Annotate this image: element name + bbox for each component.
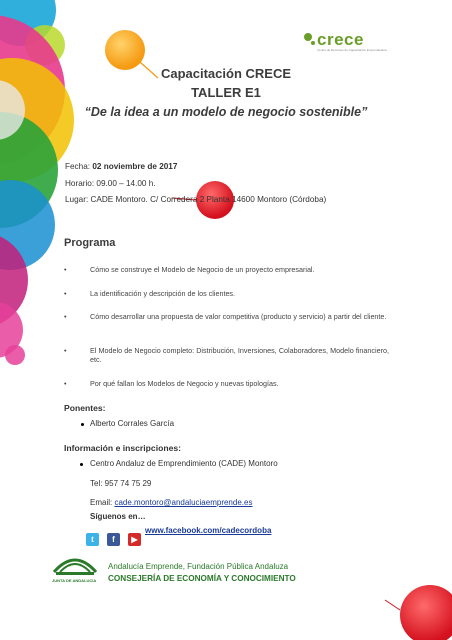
page-title: Capacitación CRECE <box>160 66 292 81</box>
youtube-icon[interactable]: ▶ <box>128 533 141 546</box>
email-label: Email: <box>90 498 113 507</box>
date-label: Fecha: <box>65 162 91 171</box>
crece-logo-subtext: Centro de Recursos de Capacitación Emprendedora <box>317 48 387 52</box>
event-place <box>65 195 326 204</box>
crece-logo <box>303 30 393 54</box>
twitter-icon[interactable]: t <box>86 533 99 546</box>
place-label: Lugar: <box>65 195 89 204</box>
junta-logo-text: JUNTA DE ANDALUCIA <box>52 578 97 583</box>
date-value: 02 noviembre de 2017 <box>92 162 178 171</box>
workshop-tagline: “De la idea a un modelo de negocio sostenible” <box>84 105 368 119</box>
contact-phone: Tel: 957 74 75 29 <box>90 479 152 488</box>
program-heading: Programa <box>64 237 116 249</box>
time-label: Horario: <box>65 179 95 188</box>
footer-ministry: CONSEJERÍA DE ECONOMÍA Y CONOCIMIENTO <box>108 574 296 583</box>
event-date <box>65 162 177 171</box>
contact-email-row <box>90 498 252 507</box>
footer-foundation: Andalucía Emprende, Fundación Pública Andaluza <box>108 562 289 571</box>
time-value: 09.00 – 14.00 h. <box>96 179 156 188</box>
crece-logo-icon <box>303 32 315 46</box>
contact-center: Centro Andaluz de Emprendimiento (CADE) Montoro <box>90 459 278 468</box>
event-time <box>65 179 156 188</box>
speakers-heading: Ponentes: <box>64 403 106 413</box>
follow-us-label: Síguenos en… <box>90 512 146 521</box>
email-link[interactable]: cade.montoro@andaluciaemprende.es <box>114 498 253 507</box>
speaker-name: Alberto Corrales García <box>90 419 175 428</box>
facebook-icon[interactable]: f <box>107 533 120 546</box>
workshop-code: TALLER E1 <box>191 85 261 100</box>
contact-heading: Información e inscripciones: <box>64 443 181 453</box>
place-value: CADE Montoro. C/ Corredera 2 Planta 14600 Montoro (Córdoba) <box>90 195 327 204</box>
facebook-link[interactable]: www.facebook.com/cadecordoba <box>145 526 272 535</box>
crece-logo-word: crece <box>317 30 364 49</box>
